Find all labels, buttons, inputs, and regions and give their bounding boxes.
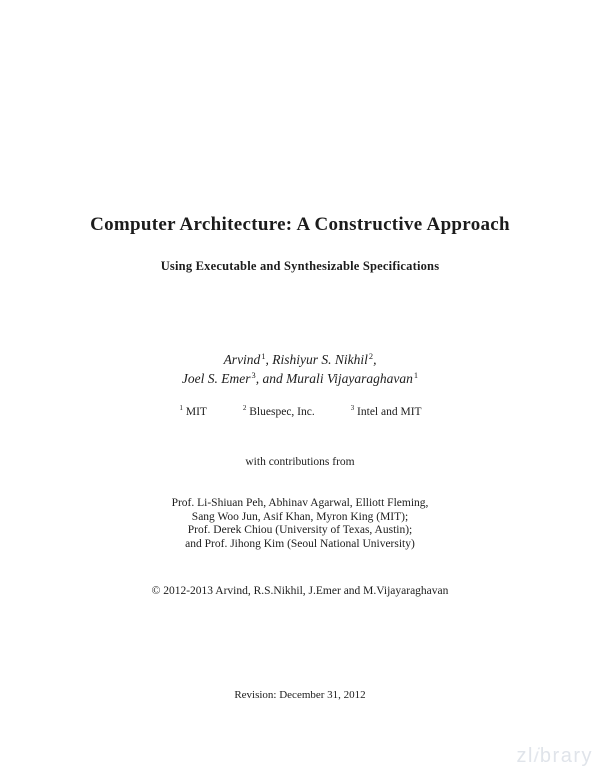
author-name: Arvind bbox=[223, 352, 261, 367]
affiliations-block bbox=[0, 406, 600, 418]
authors-line-1 bbox=[0, 350, 600, 369]
author-name: Joel S. Emer bbox=[181, 371, 251, 386]
contributor-line: and Prof. Jihong Kim (Seoul National University) bbox=[185, 537, 415, 550]
watermark-text-left: zl bbox=[516, 745, 534, 767]
author-affiliation-ref: 1 bbox=[261, 351, 266, 361]
author-separator: , bbox=[265, 352, 273, 367]
book-title: Computer Architecture: A Constructive Approach bbox=[90, 214, 510, 235]
contributors-block bbox=[0, 497, 600, 551]
affiliation-bluespec bbox=[242, 406, 315, 418]
affiliation-number: 3 bbox=[350, 404, 355, 413]
author-affiliation-ref: 1 bbox=[413, 370, 419, 380]
affiliation-label: Bluespec, Inc. bbox=[249, 406, 315, 418]
watermark-text-right: brary bbox=[539, 745, 593, 767]
affiliation-number: 2 bbox=[242, 404, 247, 413]
copyright-notice: © 2012-2013 Arvind, R.S.Nikhil, J.Emer and M.Vijayaraghavan bbox=[151, 585, 449, 597]
affiliation-label: MIT bbox=[185, 406, 207, 418]
affiliation-intel-mit bbox=[350, 406, 422, 418]
zlibrary-watermark bbox=[517, 745, 593, 768]
authors-block bbox=[0, 350, 600, 388]
author-separator: , and bbox=[255, 371, 287, 386]
revision-date: Revision: December 31, 2012 bbox=[234, 689, 366, 701]
author-name: Murali Vijayaraghavan bbox=[286, 371, 413, 386]
authors-line-2 bbox=[0, 369, 600, 388]
contributor-line: Prof. Li-Shiuan Peh, Abhinav Agarwal, Elliott Fleming, bbox=[171, 497, 429, 509]
affiliation-number: 1 bbox=[179, 404, 183, 413]
author-affiliation-ref: 2 bbox=[368, 351, 374, 361]
author-affiliation-ref: 3 bbox=[251, 370, 256, 380]
contributor-line: Sang Woo Jun, Asif Khan, Myron King (MIT); bbox=[191, 510, 409, 523]
author-separator: , bbox=[373, 352, 377, 367]
contributor-line: Prof. Derek Chiou (University of Texas, Austin); bbox=[187, 524, 413, 537]
watermark-slash-i: i bbox=[530, 745, 544, 767]
author-name: Rishiyur S. Nikhil bbox=[272, 352, 368, 367]
contributions-intro: with contributions from bbox=[245, 456, 355, 468]
affiliation-mit bbox=[178, 406, 207, 418]
affiliation-label: Intel and MIT bbox=[357, 406, 422, 418]
book-subtitle: Using Executable and Synthesizable Specifications bbox=[160, 259, 440, 273]
